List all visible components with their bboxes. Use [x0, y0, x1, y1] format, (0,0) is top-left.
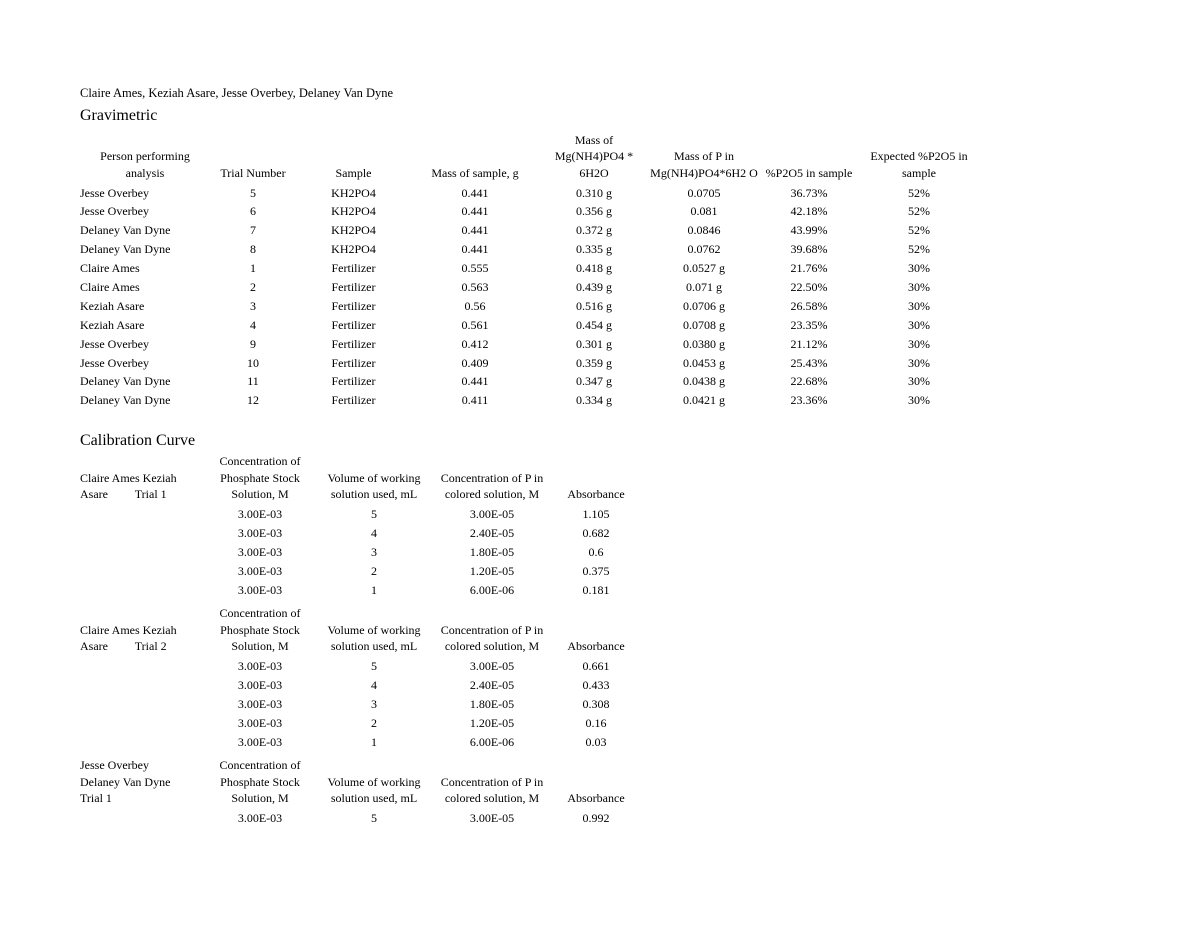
table-cell: 0.441 — [461, 374, 489, 389]
trial-label-line: Claire Ames Keziah — [80, 622, 177, 637]
table-cell: 0.0438 g — [683, 374, 725, 389]
table-row — [80, 351, 979, 370]
table-cell: 21.76% — [790, 261, 828, 276]
table-cell — [80, 673, 205, 692]
table-cell: 0.181 — [582, 582, 610, 597]
table-cell: 5 — [371, 659, 377, 673]
table-cell — [80, 559, 205, 578]
table-row — [80, 540, 641, 559]
table-cell: Jesse Overbey — [80, 185, 149, 200]
header-stock-concentration: Concentration of Phosphate Stock Solution, M — [219, 606, 301, 653]
table-cell: 0.682 — [582, 525, 610, 540]
table-cell: 0.555 — [461, 261, 489, 276]
table-row — [80, 655, 641, 674]
header-absorbance: Absorbance — [567, 791, 625, 805]
header-mass-precipitate: Mass of Mg(NH4)PO4 * 6H2O — [554, 132, 634, 180]
table-cell — [80, 578, 205, 597]
table-cell: 7 — [250, 223, 256, 238]
table-cell: Fertilizer — [331, 393, 376, 408]
table-cell: 1.105 — [582, 507, 610, 521]
table-row — [80, 181, 979, 200]
table-cell: 0.439 g — [576, 279, 612, 294]
table-cell: 0.433 — [582, 677, 610, 692]
table-row — [80, 257, 979, 276]
table-cell: 0.03 — [585, 734, 607, 749]
table-cell: 1.20E-05 — [469, 715, 515, 730]
trial-label-line: Claire Ames Keziah — [80, 470, 177, 485]
calibration-header-row — [80, 605, 641, 655]
table-cell: 4 — [371, 677, 377, 692]
table-cell: 11 — [247, 374, 259, 389]
table-cell: Fertilizer — [331, 355, 376, 370]
header-concentration-p: Concentration of P in colored solution, M — [440, 774, 544, 805]
table-cell: 0.441 — [461, 185, 489, 200]
table-cell: Delaney Van Dyne — [80, 223, 171, 238]
table-cell: 0.356 g — [576, 204, 612, 219]
table-row — [80, 219, 979, 238]
table-cell: 12 — [247, 393, 259, 408]
table-cell: KH2PO4 — [331, 185, 376, 200]
table-row — [80, 692, 641, 711]
table-row — [80, 578, 641, 597]
table-cell: 3.00E-03 — [237, 507, 283, 521]
calibration-trial-label — [80, 605, 205, 655]
table-cell: 25.43% — [790, 355, 828, 370]
table-cell: 0.0705 — [687, 185, 721, 200]
table-cell: 1.80E-05 — [469, 696, 515, 711]
calibration-block-2 — [80, 605, 641, 749]
table-row — [80, 389, 979, 408]
header-mass-sample: Mass of sample, g — [431, 165, 519, 180]
table-cell: 2 — [250, 279, 256, 294]
trial-label-line: Asare Trial 1 — [80, 487, 167, 501]
calibration-header-row — [80, 453, 641, 503]
table-cell: 2 — [371, 715, 377, 730]
table-cell: Claire Ames — [80, 261, 140, 276]
calibration-block-3 — [80, 757, 641, 825]
header-stock-concentration: Concentration of Phosphate Stock Solution, M — [219, 454, 301, 501]
table-cell: 0.310 g — [576, 185, 612, 200]
table-cell: 0.301 g — [576, 336, 612, 351]
header-concentration-p: Concentration of P in colored solution, M — [440, 470, 544, 501]
table-cell: 0.418 g — [576, 261, 612, 276]
header-absorbance: Absorbance — [567, 487, 625, 501]
table-cell: 6.00E-06 — [469, 734, 515, 749]
table-cell: 1.20E-05 — [469, 563, 515, 578]
table-cell: Fertilizer — [331, 336, 376, 351]
table-cell: Jesse Overbey — [80, 204, 149, 219]
trial-label-line: Jesse Overbey — [80, 758, 149, 772]
table-cell: 0.411 — [461, 393, 489, 408]
table-cell: 0.441 — [461, 242, 489, 257]
table-cell: 1 — [371, 734, 377, 749]
table-cell: 23.35% — [790, 317, 828, 332]
table-cell: 9 — [250, 336, 256, 351]
calibration-title: Calibration Curve — [80, 432, 196, 449]
table-cell: 0.0708 g — [683, 317, 725, 332]
table-cell: 30% — [908, 393, 930, 408]
table-cell: 2.40E-05 — [469, 677, 515, 692]
table-cell: 0.375 — [582, 563, 610, 578]
table-cell: 0.0762 — [687, 242, 721, 257]
table-cell: 0.0706 g — [683, 298, 725, 313]
table-cell — [80, 655, 205, 674]
table-cell: 4 — [250, 317, 256, 332]
table-cell: 1.80E-05 — [469, 544, 515, 559]
table-cell: 5 — [371, 507, 377, 521]
table-cell: 0.372 g — [576, 223, 612, 238]
trial-label-line: Asare Trial 2 — [80, 639, 167, 653]
table-cell: 0.516 g — [576, 298, 612, 313]
table-cell: 36.73% — [790, 185, 828, 200]
table-cell: 0.561 — [461, 317, 489, 332]
table-cell — [80, 807, 205, 826]
table-cell — [80, 503, 205, 522]
table-cell: 30% — [908, 317, 930, 332]
table-cell: 0.0846 — [687, 223, 721, 238]
table-cell: 52% — [908, 242, 930, 257]
table-cell: 0.454 g — [576, 317, 612, 332]
table-row — [80, 559, 641, 578]
table-cell: Claire Ames — [80, 279, 140, 294]
table-cell: Fertilizer — [331, 261, 376, 276]
table-cell: 6 — [250, 204, 256, 219]
table-cell: 0.335 g — [576, 242, 612, 257]
header-volume-working: Volume of working solution used, mL — [327, 774, 421, 805]
table-cell: 0.412 — [461, 336, 489, 351]
gravimetric-table — [80, 129, 979, 408]
table-row — [80, 521, 641, 540]
table-row — [80, 711, 641, 730]
table-cell: 2.40E-05 — [469, 525, 515, 540]
table-cell: 3.00E-03 — [237, 715, 283, 730]
table-cell — [80, 521, 205, 540]
table-cell: 3.00E-05 — [469, 659, 515, 673]
calibration-block-1 — [80, 453, 641, 597]
authors-line: Claire Ames, Keziah Asare, Jesse Overbey, Delaney Van Dyne — [80, 86, 394, 100]
calibration-trial-label — [80, 757, 205, 807]
header-volume-working: Volume of working solution used, mL — [327, 622, 421, 653]
table-row — [80, 673, 641, 692]
table-cell: 0.563 — [461, 279, 489, 294]
table-cell: 23.36% — [790, 393, 828, 408]
table-cell: 3.00E-03 — [237, 525, 283, 540]
table-row — [80, 313, 979, 332]
table-cell: Jesse Overbey — [80, 336, 149, 351]
table-cell: 39.68% — [790, 242, 828, 257]
table-cell: 0.347 g — [576, 374, 612, 389]
table-cell: 3.00E-03 — [237, 696, 283, 711]
table-cell: 6.00E-06 — [469, 582, 515, 597]
table-cell: 21.12% — [790, 336, 828, 351]
table-cell — [80, 730, 205, 749]
table-cell — [80, 540, 205, 559]
table-row — [80, 332, 979, 351]
header-sample: Sample — [335, 165, 372, 180]
table-cell: 30% — [908, 261, 930, 276]
table-cell: Jesse Overbey — [80, 355, 149, 370]
header-trial-number: Trial Number — [220, 165, 286, 180]
header-concentration-p: Concentration of P in colored solution, M — [440, 622, 544, 653]
table-cell: 4 — [371, 525, 377, 540]
table-cell: 30% — [908, 336, 930, 351]
table-row — [80, 294, 979, 313]
table-cell: 0.661 — [582, 659, 610, 673]
table-cell: Fertilizer — [331, 317, 376, 332]
header-expected-p2o5: Expected %P2O5 in sample — [870, 149, 968, 180]
table-cell: 0.071 g — [686, 279, 722, 294]
table-cell: Keziah Asare — [80, 317, 145, 332]
table-cell: 3.00E-05 — [469, 811, 515, 825]
table-cell: 0.56 — [464, 298, 486, 313]
header-volume-working: Volume of working solution used, mL — [327, 470, 421, 501]
header-stock-concentration: Concentration of Phosphate Stock Solution, M — [219, 758, 301, 805]
table-cell: 10 — [247, 355, 259, 370]
gravimetric-title: Gravimetric — [80, 107, 158, 124]
table-row — [80, 238, 979, 257]
table-cell: 3 — [250, 298, 256, 313]
trial-label-line: Delaney Van Dyne — [80, 774, 171, 789]
table-cell — [80, 711, 205, 730]
gravimetric-header-row — [80, 129, 979, 181]
table-cell: 52% — [908, 185, 930, 200]
table-row — [80, 807, 641, 826]
table-cell: 3.00E-03 — [237, 677, 283, 692]
table-cell: 52% — [908, 204, 930, 219]
table-cell: 0.334 g — [576, 393, 612, 408]
calibration-trial-label — [80, 453, 205, 503]
header-percent-p2o5: %P2O5 in sample — [765, 165, 853, 180]
table-row — [80, 275, 979, 294]
table-cell: 0.359 g — [576, 355, 612, 370]
table-cell: 2 — [371, 563, 377, 578]
table-cell: 3.00E-03 — [237, 563, 283, 578]
table-cell: 3.00E-03 — [237, 582, 283, 597]
table-cell: 5 — [250, 185, 256, 200]
table-cell: 3.00E-03 — [237, 811, 283, 825]
table-cell: 1 — [250, 261, 256, 276]
table-cell: 26.58% — [790, 298, 828, 313]
table-cell: 30% — [908, 355, 930, 370]
table-cell: 0.409 — [461, 355, 489, 370]
table-cell: 0.308 — [582, 696, 610, 711]
table-cell: 3.00E-05 — [469, 507, 515, 521]
table-cell: 0.0421 g — [683, 393, 725, 408]
table-cell: 30% — [908, 279, 930, 294]
table-cell: 3.00E-03 — [237, 544, 283, 559]
table-cell: Fertilizer — [331, 374, 376, 389]
table-cell: KH2PO4 — [331, 242, 376, 257]
table-row — [80, 370, 979, 389]
table-cell: 42.18% — [790, 204, 828, 219]
table-cell: 8 — [250, 242, 256, 257]
table-cell: 22.50% — [790, 279, 828, 294]
table-cell: Delaney Van Dyne — [80, 393, 171, 408]
header-person: Person performing analysis — [100, 149, 190, 180]
table-cell: 1 — [371, 582, 377, 597]
table-cell: 3 — [371, 544, 377, 559]
table-cell: KH2PO4 — [331, 204, 376, 219]
table-cell: Keziah Asare — [80, 298, 145, 313]
table-cell: 0.0527 g — [683, 261, 725, 276]
table-cell: KH2PO4 — [331, 223, 376, 238]
table-cell: 52% — [908, 223, 930, 238]
table-cell: 3.00E-03 — [237, 659, 283, 673]
table-cell: 30% — [908, 298, 930, 313]
table-cell: 0.441 — [461, 204, 489, 219]
table-cell: Delaney Van Dyne — [80, 374, 171, 389]
header-mass-p: Mass of P in Mg(NH4)PO4*6H2 O — [650, 149, 758, 180]
table-cell: 5 — [371, 811, 377, 825]
calibration-header-row — [80, 757, 641, 807]
table-cell: 0.081 — [690, 204, 718, 219]
table-cell: 3.00E-03 — [237, 734, 283, 749]
table-cell: 43.99% — [790, 223, 828, 238]
table-cell: 0.992 — [582, 811, 610, 825]
table-cell: 3 — [371, 696, 377, 711]
table-cell — [80, 692, 205, 711]
table-cell: 0.0380 g — [683, 336, 725, 351]
header-absorbance: Absorbance — [567, 639, 625, 653]
table-row — [80, 503, 641, 522]
table-cell: 0.6 — [588, 544, 604, 559]
table-cell: 30% — [908, 374, 930, 389]
trial-label-line: Trial 1 — [80, 791, 112, 805]
table-cell: 22.68% — [790, 374, 828, 389]
table-row — [80, 200, 979, 219]
table-cell: 0.0453 g — [683, 355, 725, 370]
table-cell: Delaney Van Dyne — [80, 242, 171, 257]
table-row — [80, 730, 641, 749]
table-cell: 0.16 — [585, 715, 607, 730]
table-cell: Fertilizer — [331, 279, 376, 294]
table-cell: 0.441 — [461, 223, 489, 238]
table-cell: Fertilizer — [331, 298, 376, 313]
